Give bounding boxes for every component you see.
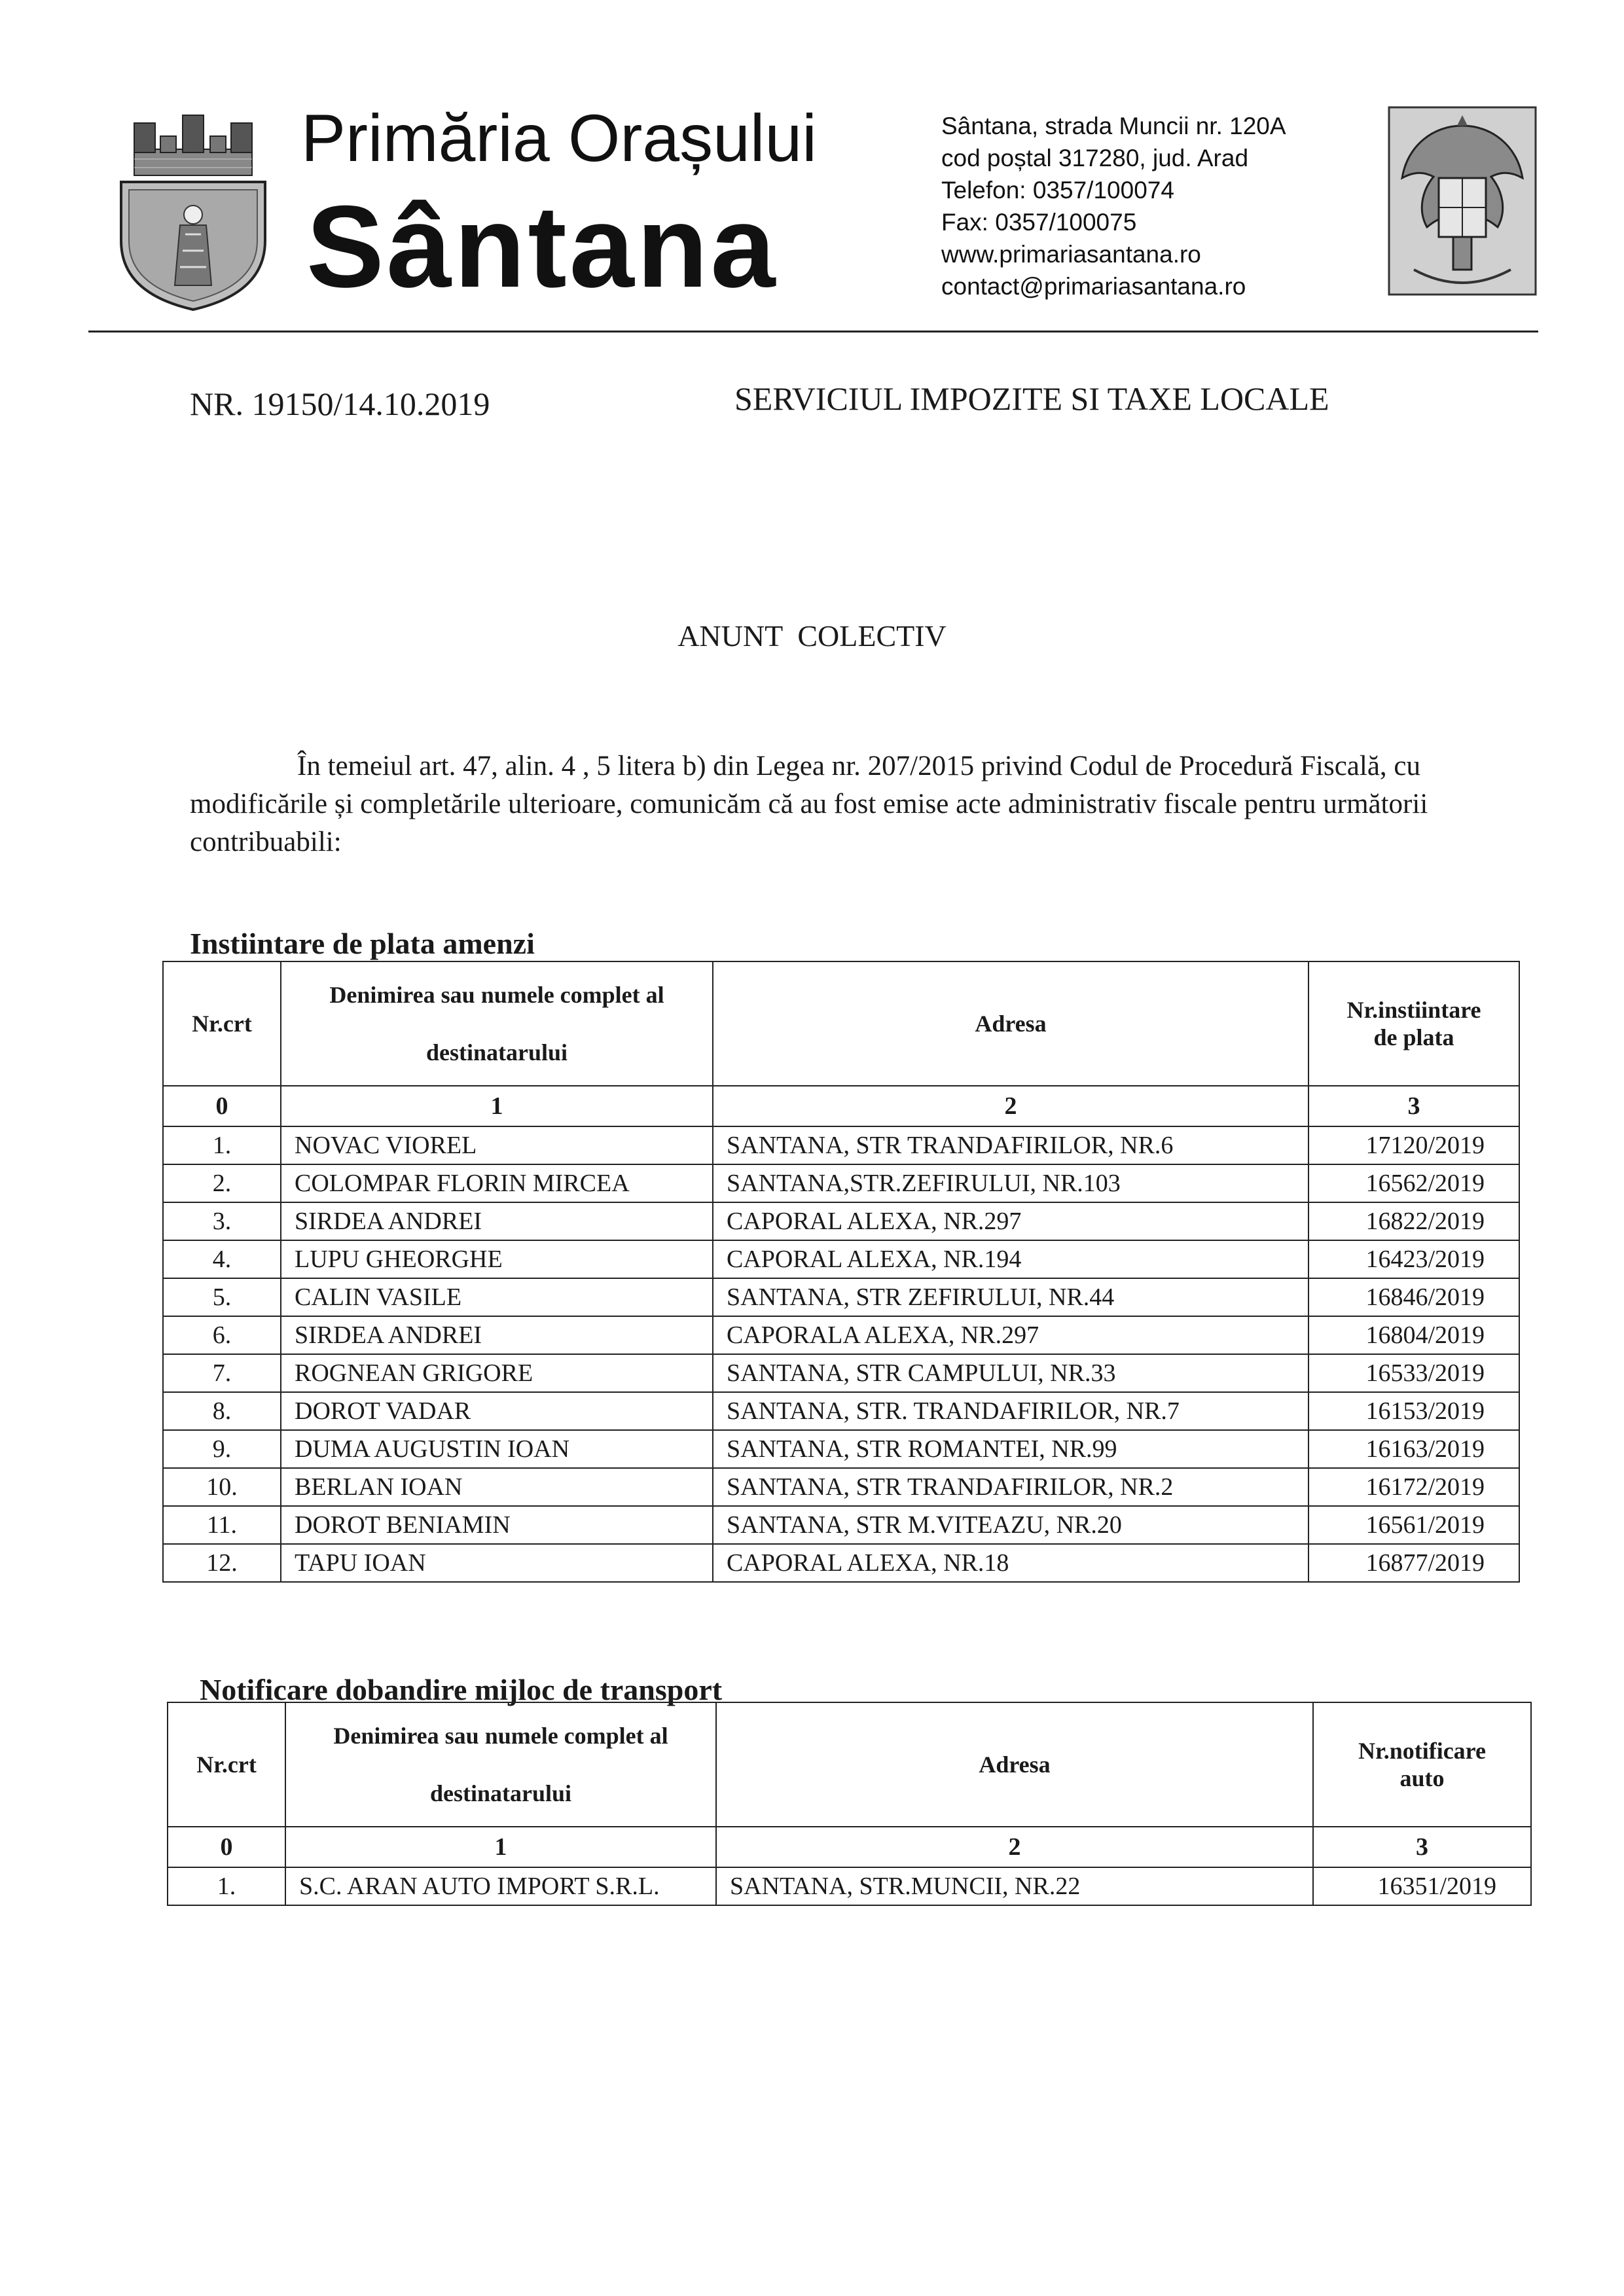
index-cell: 0: [168, 1827, 285, 1867]
romania-coat-of-arms-icon: [1388, 106, 1537, 296]
recipient-name-cell: COLOMPAR FLORIN MIRCEA: [281, 1164, 713, 1202]
table-row: [163, 1240, 1519, 1278]
index-cell: 2: [713, 1086, 1308, 1126]
header-recipient-line1: Denimirea sau numele complet al: [333, 1723, 668, 1749]
recipient-name-cell: SIRDEA ANDREI: [281, 1316, 713, 1354]
header-doc-line2: de plata: [1373, 1024, 1454, 1050]
table-row: [168, 1867, 1531, 1905]
index-cell: 2: [716, 1827, 1313, 1867]
department-name: SERVICIUL IMPOZITE SI TAXE LOCALE: [734, 380, 1329, 417]
address-cell: CAPORAL ALEXA, NR.194: [713, 1240, 1308, 1278]
header-doc-line1: Nr.instiintare: [1346, 997, 1481, 1023]
recipient-name-cell: DOROT BENIAMIN: [281, 1506, 713, 1544]
row-number-cell: 1.: [168, 1867, 285, 1905]
table-row: [163, 1392, 1519, 1430]
index-cell: 1: [285, 1827, 716, 1867]
table-row: [163, 1202, 1519, 1240]
address-cell: SANTANA, STR TRANDAFIRILOR, NR.6: [713, 1126, 1308, 1164]
recipient-name-cell: BERLAN IOAN: [281, 1468, 713, 1506]
table-row: [163, 1506, 1519, 1544]
document-number-cell: 16163/2019: [1308, 1430, 1519, 1468]
row-number-cell: 8.: [163, 1392, 281, 1430]
institution-title: Primăria Orașului: [301, 101, 817, 175]
recipient-name-cell: NOVAC VIOREL: [281, 1126, 713, 1164]
index-cell: 3: [1313, 1827, 1531, 1867]
fine-notices-table: [162, 961, 1520, 1583]
table-row: [163, 1126, 1519, 1164]
index-cell: 1: [281, 1086, 713, 1126]
address-cell: SANTANA,STR.ZEFIRULUI, NR.103: [713, 1164, 1308, 1202]
address-cell: CAPORAL ALEXA, NR.297: [713, 1202, 1308, 1240]
table-row: [163, 1468, 1519, 1506]
index-cell: 0: [163, 1086, 281, 1126]
document-number-cell: 16846/2019: [1308, 1278, 1519, 1316]
header-doc-number: [1308, 961, 1519, 1086]
index-cell: 3: [1308, 1086, 1519, 1126]
table-row: [163, 1164, 1519, 1202]
header-divider: [88, 331, 1538, 332]
address-cell: CAPORALA ALEXA, NR.297: [713, 1316, 1308, 1354]
row-number-cell: 1.: [163, 1126, 281, 1164]
header-address: Adresa: [713, 961, 1308, 1086]
town-crest-icon: [115, 110, 272, 313]
intro-paragraph: [190, 747, 1434, 861]
document-reference-number: NR. 19150/14.10.2019: [190, 386, 490, 422]
document-heading: ANUNT COLECTIV: [677, 619, 947, 653]
recipient-name-cell: DUMA AUGUSTIN IOAN: [281, 1430, 713, 1468]
row-number-cell: 6.: [163, 1316, 281, 1354]
column-index-row: [168, 1827, 1531, 1867]
recipient-name-cell: SIRDEA ANDREI: [281, 1202, 713, 1240]
header-recipient-line1: Denimirea sau numele complet al: [329, 982, 664, 1008]
document-number-cell: 16423/2019: [1308, 1240, 1519, 1278]
address-cell: SANTANA, STR M.VITEAZU, NR.20: [713, 1506, 1308, 1544]
contact-block: [941, 110, 1286, 302]
contact-website: www.primariasantana.ro: [941, 241, 1201, 268]
address-cell: SANTANA, STR TRANDAFIRILOR, NR.2: [713, 1468, 1308, 1506]
address-cell: SANTANA, STR ROMANTEI, NR.99: [713, 1430, 1308, 1468]
address-cell: CAPORAL ALEXA, NR.18: [713, 1544, 1308, 1582]
town-name: Sântana: [306, 181, 778, 312]
table-header-row: [168, 1702, 1531, 1827]
document-number-cell: 17120/2019: [1308, 1126, 1519, 1164]
recipient-name-cell: TAPU IOAN: [281, 1544, 713, 1582]
table-header-row: [163, 961, 1519, 1086]
intro-text: În temeiul art. 47, alin. 4 , 5 litera b) din Legea nr. 207/2015 privind Codul de Procedură Fiscală, cu modificările și completările ulterioare, comunicăm că au fost emise acte administrativ fiscale pentru următorii contribuabili:: [190, 751, 1428, 857]
header-recipient-line2: destinatarului: [425, 1039, 568, 1066]
address-cell: SANTANA, STR.MUNCII, NR.22: [716, 1867, 1313, 1905]
row-number-cell: 10.: [163, 1468, 281, 1506]
recipient-name-cell: LUPU GHEORGHE: [281, 1240, 713, 1278]
column-index-row: [163, 1086, 1519, 1126]
header-doc-line1: Nr.notificare: [1358, 1738, 1486, 1764]
section-title-fine-notices: Instiintare de plata amenzi: [190, 927, 535, 960]
header-nr: Nr.crt: [168, 1702, 285, 1827]
header-recipient: [281, 961, 713, 1086]
contact-fax: Fax: 0357/100075: [941, 209, 1137, 236]
header-doc-line2: auto: [1399, 1765, 1445, 1791]
row-number-cell: 5.: [163, 1278, 281, 1316]
header-doc-number: [1313, 1702, 1531, 1827]
address-cell: SANTANA, STR ZEFIRULUI, NR.44: [713, 1278, 1308, 1316]
row-number-cell: 9.: [163, 1430, 281, 1468]
row-number-cell: 7.: [163, 1354, 281, 1392]
document-number-cell: 16172/2019: [1308, 1468, 1519, 1506]
row-number-cell: 12.: [163, 1544, 281, 1582]
row-number-cell: 3.: [163, 1202, 281, 1240]
document-number-cell: 16351/2019: [1313, 1867, 1531, 1905]
header-address: Adresa: [716, 1702, 1313, 1827]
row-number-cell: 2.: [163, 1164, 281, 1202]
vehicle-notices-table: [167, 1702, 1532, 1906]
contact-phone: Telefon: 0357/100074: [941, 177, 1174, 204]
table-row: [163, 1316, 1519, 1354]
table-row: [163, 1430, 1519, 1468]
document-number-cell: 16533/2019: [1308, 1354, 1519, 1392]
row-number-cell: 4.: [163, 1240, 281, 1278]
table-row: [163, 1278, 1519, 1316]
section-title-vehicle-notices: Notificare dobandire mijloc de transport: [200, 1673, 723, 1706]
address-cell: SANTANA, STR. TRANDAFIRILOR, NR.7: [713, 1392, 1308, 1430]
document-number-cell: 16804/2019: [1308, 1316, 1519, 1354]
recipient-name-cell: CALIN VASILE: [281, 1278, 713, 1316]
header-nr: Nr.crt: [163, 961, 281, 1086]
document-number-cell: 16153/2019: [1308, 1392, 1519, 1430]
recipient-name-cell: ROGNEAN GRIGORE: [281, 1354, 713, 1392]
contact-postal-code: cod poștal 317280, jud. Arad: [941, 145, 1249, 171]
address-cell: SANTANA, STR CAMPULUI, NR.33: [713, 1354, 1308, 1392]
contact-email: contact@primariasantana.ro: [941, 273, 1246, 300]
contact-address: Sântana, strada Muncii nr. 120A: [941, 113, 1286, 139]
table-row: [163, 1544, 1519, 1582]
table-row: [163, 1354, 1519, 1392]
document-number-cell: 16562/2019: [1308, 1164, 1519, 1202]
recipient-name-cell: S.C. ARAN AUTO IMPORT S.R.L.: [285, 1867, 716, 1905]
row-number-cell: 11.: [163, 1506, 281, 1544]
document-number-cell: 16561/2019: [1308, 1506, 1519, 1544]
document-number-cell: 16822/2019: [1308, 1202, 1519, 1240]
recipient-name-cell: DOROT VADAR: [281, 1392, 713, 1430]
header-recipient: [285, 1702, 716, 1827]
header-recipient-line2: destinatarului: [429, 1780, 572, 1806]
document-number-cell: 16877/2019: [1308, 1544, 1519, 1582]
